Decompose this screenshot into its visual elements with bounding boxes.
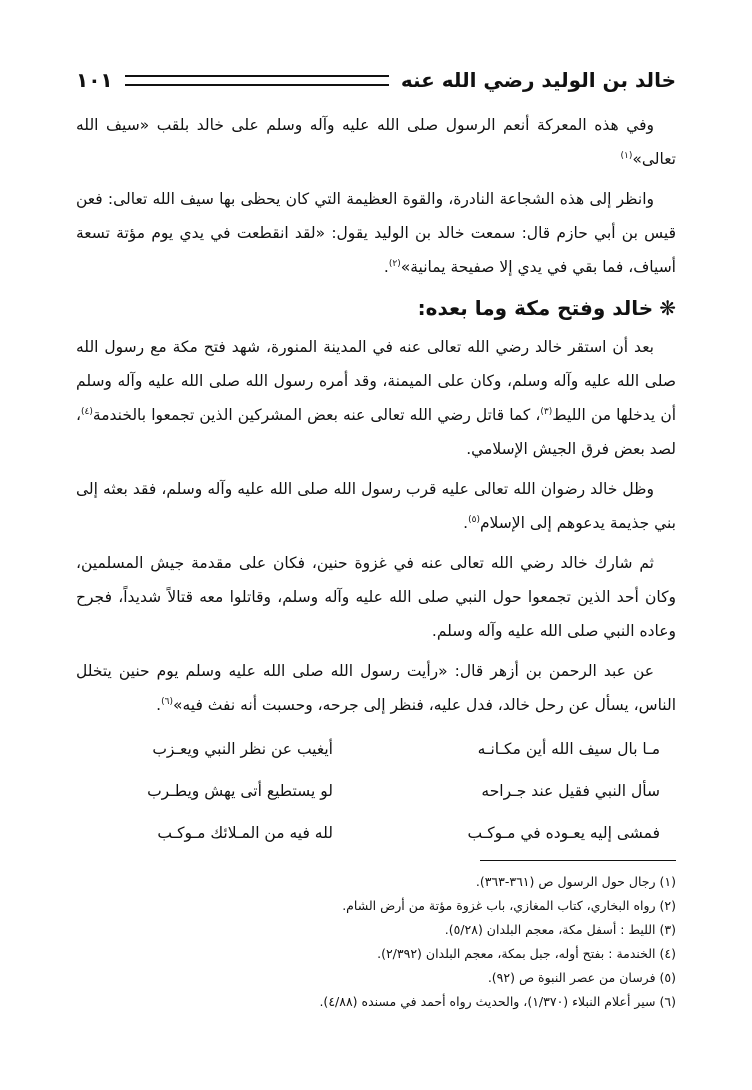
footnote-item: (٢) رواه البخاري، كتاب المغازي، باب غزوة مؤتة من أرض الشام. (342, 898, 676, 913)
paragraph-hunayn: ثم شارك خالد رضي الله تعالى عنه في غزوة حنين، فكان على مقدمة جيش المسلمين، وكان أحد الذين تجمعوا حول النبي صلى الله عليه وآله وسلم، وقاتلوا معه قتالاً شديداً، فجرح وعاده النبي صلى الله عليه وآله وسلم. (76, 554, 676, 640)
section-heading: ❋خالد وفتح مكة وما بعده: (417, 296, 676, 320)
footnote-item: (٥) فرسان من عصر النبوة ص (٩٢). (487, 970, 676, 985)
paragraph-courage: وانظر إلى هذه الشجاعة النادرة، والقوة العظيمة التي كان يحظى بها سيف الله تعالى: فعن قيس بن أبي حازم قال: سمعت خالد بن الوليد يقول: «لقد انقطعت في يدي يوم مؤتة تسعة أسياف، فما بقي في يدي إلا صفيحة يمانية»$^{(٢)}$. (76, 190, 676, 276)
footnote-item: (٦) سير أعلام النبلاء (١/٣٧٠)، والحديث رواه أحمد في مسنده (٤/٨٨). (319, 994, 676, 1009)
poem-line (76, 728, 676, 770)
paragraph-hadith: عن عبد الرحمن بن أزهر قال: «رأيت رسول الله صلى الله عليه وسلم يوم حنين يتخلل الناس، يسأل عن رحل خالد، فدل عليه، فنظر إلى جرحه، وحسبت أنه نفث فيه»$^{(٦)}$. (76, 662, 676, 714)
footnotes (76, 870, 676, 1014)
poem-line (76, 812, 676, 854)
header-rule (125, 75, 389, 86)
verse-first-half: سأل النبي فقيل عند جـراحه (481, 782, 660, 800)
heading-star-icon: ❋ (659, 296, 676, 320)
footnote-ref-5: (٥) (468, 514, 480, 525)
paragraph-sword-title: وفي هذه المعركة أنعم الرسول صلى الله عليه وآله وسلم على خالد بلقب «سيف الله تعالى»$^{(١)}$ (76, 116, 676, 168)
page-header (76, 64, 676, 96)
page-number: ١٠١ (76, 68, 113, 92)
footnote-ref-2: (٢) (388, 258, 401, 269)
verse-second-half: أيغيب عن نظر النبي ويعـزب (152, 740, 333, 758)
footnote-ref-3: (٣) (540, 406, 553, 417)
verse-first-half: فمشى إليه يعـوده في مـوكـب (467, 824, 660, 842)
page-body (76, 108, 676, 854)
footnote-ref-6: (٦) (161, 696, 173, 707)
poem (76, 728, 676, 854)
verse-first-half: مـا بال سيف الله أين مكـانـه (477, 740, 660, 758)
footnote-separator (480, 860, 676, 861)
footnote-item: (١) رجال حول الرسول ص (٣٦١-٣٦٣). (475, 874, 676, 889)
verse-second-half: لله فيه من المـلائك مـوكـب (157, 824, 333, 842)
footnote-item: (٣) الليط : أسفل مكة، معجم البلدان (٥/٢٨). (444, 922, 676, 937)
footnote-ref-4: (٤) (81, 406, 93, 417)
footnote-ref-1: (١) (620, 150, 633, 161)
running-title: خالد بن الوليد رضي الله عنه (400, 68, 676, 92)
verse-second-half: لو يستطيع أتى يهش ويطـرب (147, 782, 333, 800)
paragraph-jadhima: وظل خالد رضوان الله تعالى عليه قرب رسول الله صلى الله عليه وآله وسلم، فقد بعثه إلى بني جذيمة يدعوهم إلى الإسلام$^{(٥)}$. (76, 480, 676, 532)
poem-line (76, 770, 676, 812)
paragraph-mecca: بعد أن استقر خالد رضي الله تعالى عنه في المدينة المنورة، شهد فتح مكة مع رسول الله صلى الله عليه وآله وسلم، وكان على الميمنة، وقد أمره رسول الله صلى الله عليه وآله وسلم أن يدخلها من الليط$^{(٣)}$، كما قاتل رضي الله تعالى عنه بعض المشركين الذين تجمعوا بالخندمة$^{(٤)}$، لصد بعض فرق الجيش الإسلامي. (76, 338, 677, 458)
footnote-item: (٤) الخندمة : بفتح أوله، جبل بمكة، معجم البلدان (٢/٣٩٢). (377, 946, 676, 961)
